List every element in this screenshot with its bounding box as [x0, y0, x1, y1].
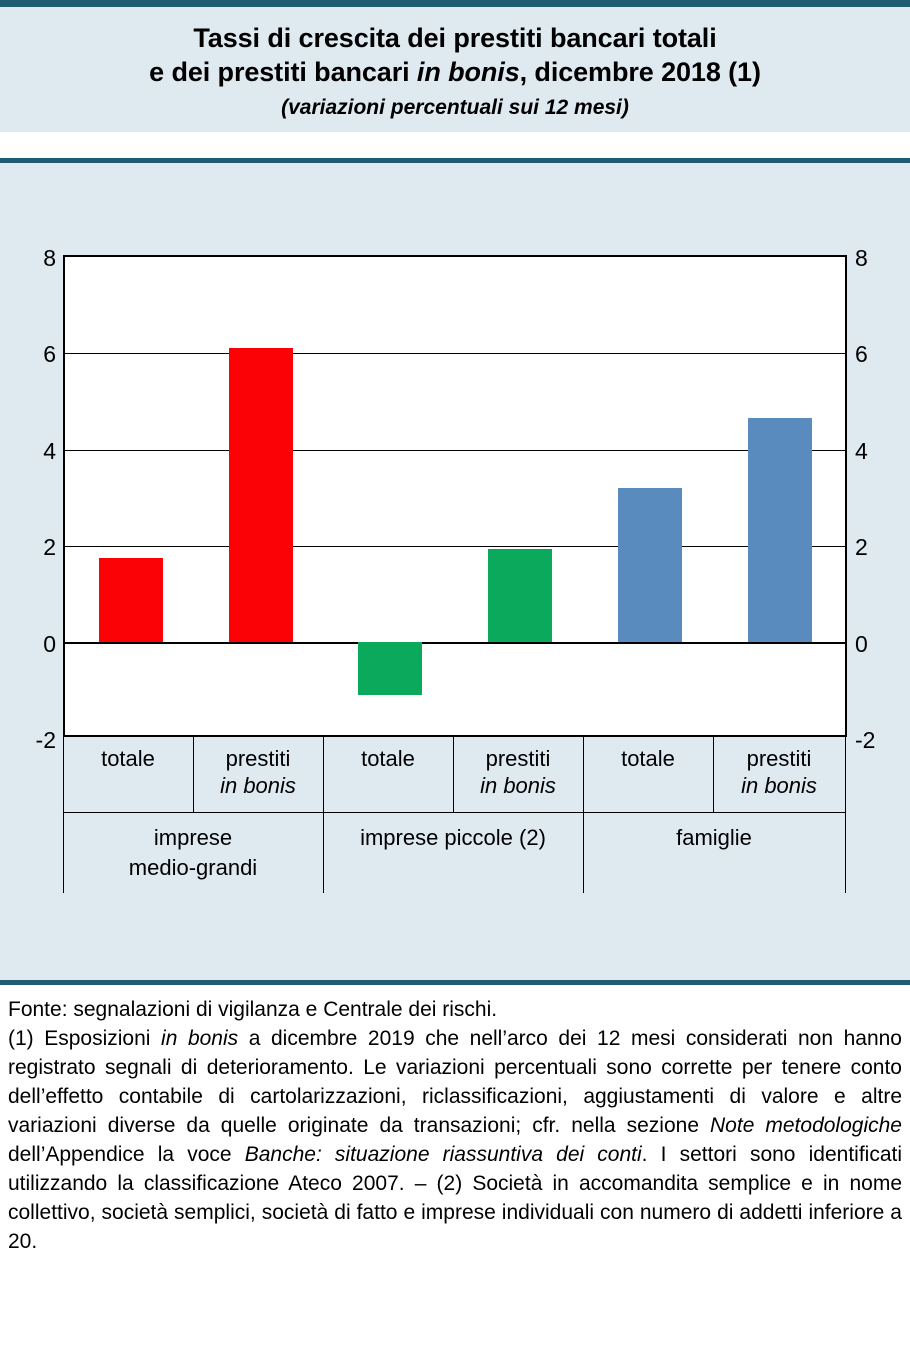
plot-frame [63, 255, 847, 737]
footnote-1-part-d: . I settori sono identificati utilizzando la classificazione Ateco 2007. – (2) Società in accomandita semplice e in nome collettivo, società semplici, società di fatto e imprese individuali con numero di addetti inferiore a 20. [8, 1143, 903, 1253]
y-tick-left-2: 2 [43, 534, 56, 560]
footnote-1-italic-2: Note metodologiche [710, 1114, 902, 1137]
cat-cell-1-line1: totale [101, 746, 155, 771]
y-tick-right-4: 4 [855, 438, 868, 464]
y-tick-right-2: 2 [855, 534, 868, 560]
group-cell-1-line1: imprese [153, 825, 233, 850]
y-tick-left-m2: -2 [35, 727, 56, 753]
source-note: Fonte: segnalazioni di vigilanza e Centrale dei rischi. [8, 998, 498, 1021]
cat-cell-2 [193, 737, 323, 812]
footnote-1-italic-1: in bonis [161, 1027, 239, 1050]
y-tick-left-8: 8 [43, 245, 56, 271]
title-part-a: e dei prestiti bancari [149, 57, 417, 87]
title-part-italic: in bonis [416, 57, 520, 87]
figure-notes [8, 995, 902, 1256]
footnote-1 [8, 1024, 902, 1256]
group-cell-3-line1: famiglie [676, 825, 752, 850]
bar-famiglie-totale [618, 488, 682, 642]
footnote-1-italic-3: Banche: situazione riassuntiva dei conti [244, 1143, 642, 1166]
page-title-line-1: Tassi di crescita dei prestiti bancari totali [193, 23, 717, 53]
y-tick-right-6: 6 [855, 341, 868, 367]
footnote-1-part-a: (1) Esposizioni [8, 1027, 162, 1050]
title-footnote-marker: (1) [728, 57, 761, 87]
bar-imprese-piccole-in-bonis [488, 549, 552, 642]
y-tick-left-4: 4 [43, 438, 56, 464]
cat-cell-3-line1: totale [361, 746, 415, 771]
cat-sep-right [845, 737, 846, 893]
cat-cell-6-line2: in bonis [741, 773, 817, 798]
y-tick-right-0: 0 [855, 631, 868, 657]
group-cell-famiglie [583, 813, 845, 893]
bar-famiglie-in-bonis [748, 418, 812, 642]
cat-cell-4 [453, 737, 583, 812]
y-tick-left-0: 0 [43, 631, 56, 657]
cat-cell-1 [63, 737, 193, 812]
gridline-2 [65, 546, 845, 547]
cat-cell-5-line1: totale [621, 746, 675, 771]
bar-imprese-medio-grandi-totale [99, 558, 163, 642]
plot-area [63, 255, 847, 737]
category-table [63, 737, 847, 929]
y-tick-right-m2: -2 [855, 727, 876, 753]
y-tick-right-8: 8 [855, 245, 868, 271]
group-cell-2-line1: imprese piccole (2) [360, 825, 546, 850]
bar-imprese-medio-grandi-in-bonis [229, 348, 293, 642]
title-part-b: , dicembre 2018 [519, 57, 729, 87]
gridline-6 [65, 353, 845, 354]
cat-cell-6 [713, 737, 845, 812]
cat-cell-2-line2: in bonis [220, 773, 296, 798]
chart-header [0, 7, 910, 132]
y-tick-left-6: 6 [43, 341, 56, 367]
cat-cell-4-line1: prestiti [485, 746, 551, 771]
group-cell-1-line2: medio-grandi [128, 855, 258, 880]
group-cell-imprese-piccole [323, 813, 583, 893]
footnote-1-part-c: dell’Appendice la voce [8, 1143, 245, 1166]
chart-subtitle: (variazioni percentuali sui 12 mesi) [281, 96, 629, 119]
chart-panel [0, 163, 910, 980]
cat-cell-5 [583, 737, 713, 812]
gridline-4 [65, 450, 845, 451]
cat-cell-2-line1: prestiti [225, 746, 291, 771]
cat-cell-6-line1: prestiti [746, 746, 812, 771]
group-cell-imprese-medio-grandi [63, 813, 323, 893]
zero-line [65, 642, 845, 644]
bar-imprese-piccole-totale [358, 642, 422, 695]
cat-cell-3 [323, 737, 453, 812]
cat-cell-4-line2: in bonis [480, 773, 556, 798]
page-title-line-2 [0, 55, 910, 89]
footnote-1-part-b: a dicembre 2019 che nell’arco dei 12 mesi considerati non hanno registrato segnali di deterioramento. Le variazioni percentuali sono corrette per tenere conto dell’effetto contabile di cartolarizzazioni, riclassificazioni, aggiustamenti di valore e altre variazioni diverse da quelle originate da transazioni; cfr. nella sezione [8, 1027, 902, 1137]
footer-divider [0, 980, 910, 985]
top-divider [0, 0, 910, 7]
